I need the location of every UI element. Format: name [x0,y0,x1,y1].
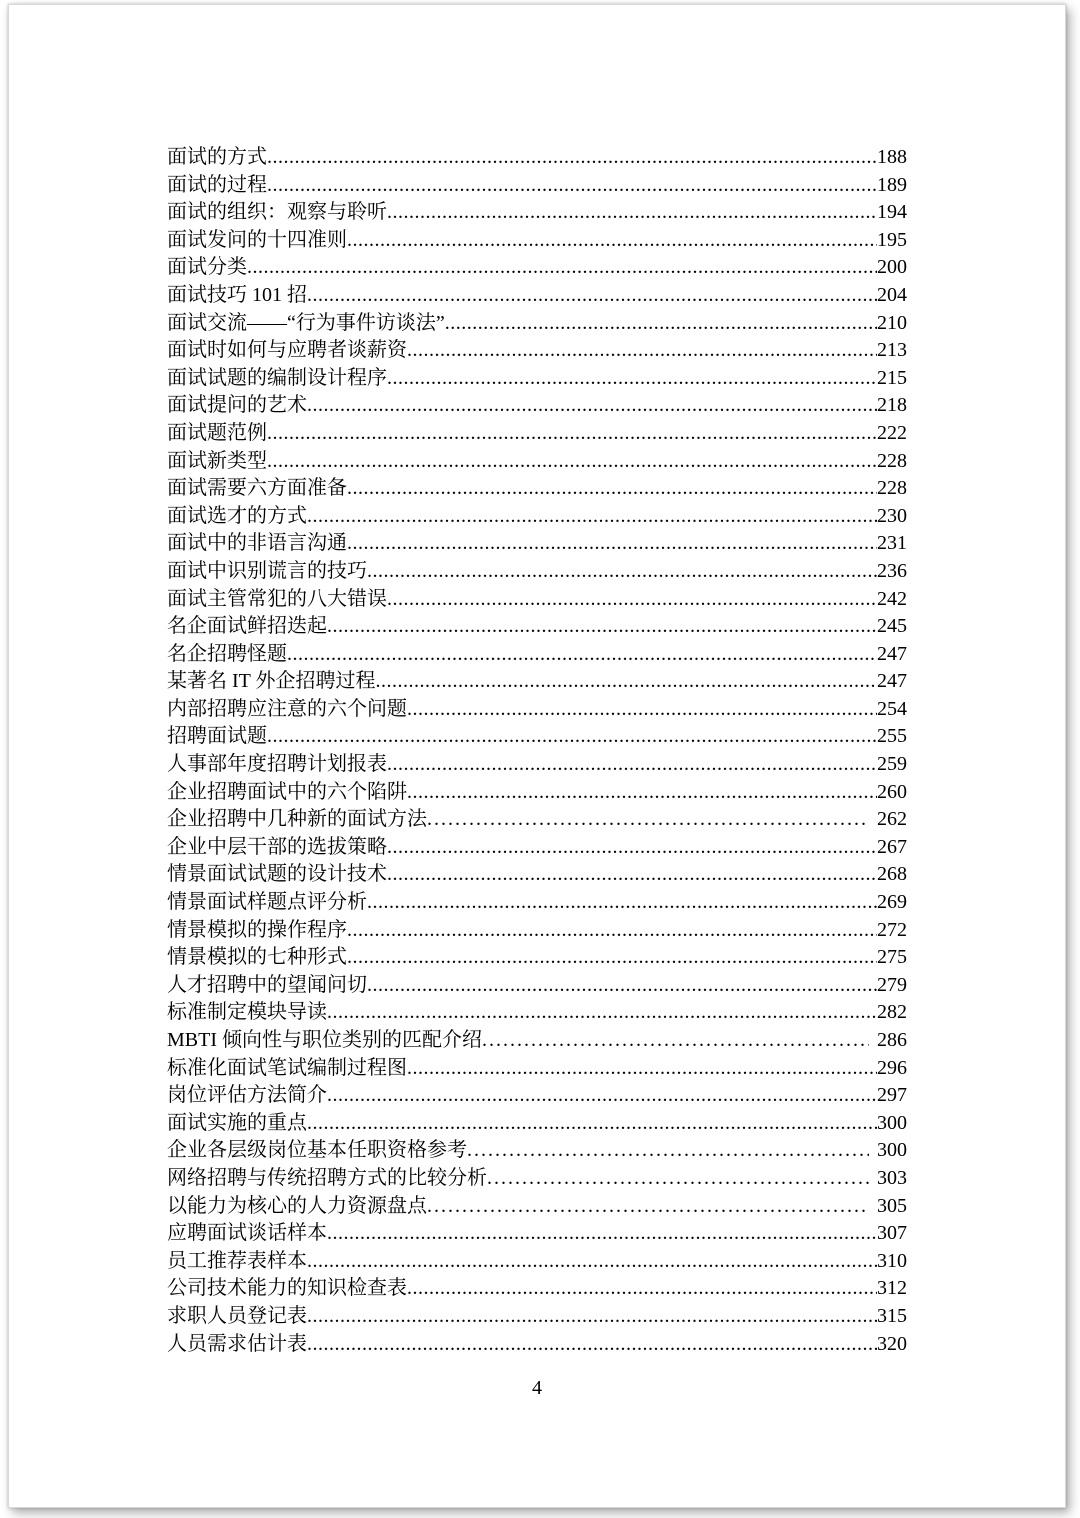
toc-entry-page-number: 259 [877,753,907,776]
dot-leader [427,1193,869,1221]
toc-entry-title: 员工推荐表样本 [167,1249,307,1272]
dot-leader [327,613,877,641]
toc-entry-page-number: 300 [877,1139,907,1162]
toc-entry-title: 面试的方式 [167,146,267,168]
dot-leader [367,889,877,917]
toc-entry-title: 内部招聘应注意的六个问题 [167,697,407,720]
toc-entry-page-number: 262 [877,808,907,831]
dot-leader [407,1275,877,1303]
dot-leader [407,1055,877,1083]
toc-entry-page-number: 195 [877,228,907,251]
toc-entry-title: 标准化面试笔试编制过程图 [167,1056,407,1079]
dot-leader [482,1027,869,1055]
dot-leader [407,337,877,365]
dot-leader [387,199,877,227]
dot-leader [327,999,877,1027]
toc-entry-page-number: 303 [877,1166,907,1189]
toc-entry-title: 面试试题的编制设计程序 [167,366,387,389]
toc-entry-page-number: 300 [877,1111,907,1134]
toc-entry [167,282,907,310]
toc-entry-page-number: 269 [877,891,907,914]
toc-entry-title: 面试实施的重点 [167,1111,307,1134]
toc-entry-page-number: 310 [877,1249,907,1272]
toc-entry-title: 面试的组织：观察与聆听 [167,201,387,224]
toc-entry [167,1110,907,1138]
toc-entry-title: 面试需要六方面准备 [167,477,347,500]
toc-entry-page-number: 282 [877,1001,907,1024]
toc-entry [167,199,907,227]
dot-leader [347,475,877,503]
toc-entry-page-number: 242 [877,587,907,610]
toc-entry-title: 名企招聘怪题 [167,642,287,665]
toc-entry [167,1027,907,1055]
toc-entry-title: 应聘面试谈话样本 [167,1222,327,1245]
dot-leader [307,1110,877,1138]
dot-leader [307,1248,877,1276]
toc-entry-title: 岗位评估方法简介 [167,1084,327,1107]
page-number: 4 [532,1377,542,1399]
document-page [8,4,1066,1508]
toc-entry-page-number: 194 [877,201,907,224]
toc-entry-page-number: 247 [877,670,907,693]
dot-leader [267,448,877,476]
toc-entry [167,861,907,889]
toc-entry-page-number: 272 [877,918,907,941]
toc-entry-title: 招聘面试题 [167,725,267,748]
toc-entry [167,337,907,365]
toc-entry [167,1082,907,1110]
dot-leader [347,227,877,255]
dot-leader [327,1082,877,1110]
dot-leader [407,696,877,724]
toc-entry [167,834,907,862]
dot-leader [307,282,877,310]
dot-leader [367,558,877,586]
toc-entry [167,586,907,614]
toc-list [167,144,907,1358]
toc-entry-title: 面试交流——“行为事件访谈法” [167,311,445,334]
toc-entry [167,254,907,282]
dot-leader [247,254,877,282]
toc-entry [167,558,907,586]
toc-entry [167,613,907,641]
dot-leader [267,420,877,448]
toc-entry [167,475,907,503]
dot-leader [376,668,877,696]
toc-entry-page-number: 312 [877,1277,907,1300]
toc-entry-page-number: 315 [877,1304,907,1327]
toc-entry-page-number: 204 [877,283,907,306]
toc-entry-page-number: 222 [877,421,907,444]
dot-leader [267,172,877,200]
toc-entry [167,448,907,476]
toc-entry-title: 标准制定模块导读 [167,1001,327,1024]
toc-entry-page-number: 189 [877,173,907,196]
toc-entry-page-number: 260 [877,780,907,803]
toc-entry [167,172,907,200]
toc-entry [167,751,907,779]
dot-leader [307,1331,877,1359]
toc-entry-title: 面试中识别谎言的技巧 [167,559,367,582]
toc-entry-title: 企业招聘面试中的六个陷阱 [167,780,407,803]
toc-entry-title: 名企面试鲜招迭起 [167,615,327,638]
dot-leader [387,861,877,889]
toc-entry [167,889,907,917]
dot-leader [347,530,877,558]
toc-entry-page-number: 228 [877,449,907,472]
toc-entry-page-number: 307 [877,1222,907,1245]
toc-entry [167,1248,907,1276]
toc-entry-title: 情景面试样题点评分析 [167,891,367,914]
toc-entry-title: 面试中的非语言沟通 [167,532,347,555]
toc-entry-title: 面试选才的方式 [167,504,307,527]
toc-entry [167,723,907,751]
toc-entry-title: 以能力为核心的人力资源盘点 [167,1194,427,1217]
toc-entry-page-number: 296 [877,1056,907,1079]
toc-entry-title: 求职人员登记表 [167,1304,307,1327]
toc-entry-page-number: 188 [877,146,907,168]
dot-leader [267,144,877,172]
toc-entry [167,806,907,834]
toc-entry [167,917,907,945]
toc-entry-page-number: 213 [877,339,907,362]
toc-entry-title: 面试技巧 101 招 [167,283,307,306]
toc-entry-page-number: 320 [877,1332,907,1355]
toc-entry-title: 情景模拟的七种形式 [167,946,347,969]
toc-entry-page-number: 286 [877,1029,907,1051]
toc-entry-title: MBTI 倾向性与职位类别的匹配介绍 [167,1029,482,1051]
toc-entry-page-number: 218 [877,394,907,417]
toc-entry [167,944,907,972]
toc-entry [167,1331,907,1359]
toc-entry [167,365,907,393]
toc-entry-page-number: 245 [877,615,907,638]
toc-entry [167,972,907,1000]
toc-entry-title: 企业各层级岗位基本任职资格参考 [167,1139,467,1162]
toc-entry [167,641,907,669]
dot-leader [387,751,877,779]
toc-entry [167,668,907,696]
toc-entry-title: 面试发问的十四准则 [167,228,347,251]
toc-entry-page-number: 254 [877,697,907,720]
dot-leader [407,779,877,807]
toc-entry-page-number: 210 [877,311,907,334]
dot-leader [387,586,877,614]
dot-leader [307,392,877,420]
toc-entry [167,503,907,531]
toc-entry [167,392,907,420]
dot-leader [327,1220,877,1248]
toc-entry [167,1275,907,1303]
dot-leader [427,806,869,834]
toc-entry-title: 情景模拟的操作程序 [167,918,347,941]
toc-entry-page-number: 279 [877,973,907,996]
toc-entry-page-number: 255 [877,725,907,748]
toc-entry-title: 某著名 IT 外企招聘过程 [167,670,376,693]
toc-entry-title: 面试分类 [167,256,247,279]
toc-entry [167,999,907,1027]
toc-entry [167,144,907,172]
toc-entry-title: 面试主管常犯的八大错误 [167,587,387,610]
dot-leader [307,503,877,531]
dot-leader [387,834,877,862]
toc-entry-page-number: 215 [877,366,907,389]
toc-entry [167,310,907,338]
toc-entry-title: 情景面试试题的设计技术 [167,863,387,886]
toc-entry-page-number: 297 [877,1084,907,1107]
toc-entry-title: 企业招聘中几种新的面试方法 [167,808,427,831]
dot-leader [287,641,877,669]
toc-entry-title: 网络招聘与传统招聘方式的比较分析 [167,1166,487,1189]
toc-entry [167,779,907,807]
toc-entry [167,227,907,255]
dot-leader [387,365,877,393]
toc-entry-page-number: 231 [877,532,907,555]
toc-entry-page-number: 305 [877,1194,907,1217]
toc-entry-page-number: 275 [877,946,907,969]
toc-entry [167,1193,907,1221]
toc-entry-page-number: 200 [877,256,907,279]
toc-entry-page-number: 236 [877,559,907,582]
dot-leader [367,972,877,1000]
toc-entry-page-number: 230 [877,504,907,527]
toc-entry [167,696,907,724]
toc-entry [167,1303,907,1331]
dot-leader [487,1165,869,1193]
toc-entry [167,1137,907,1165]
toc-entry-page-number: 268 [877,863,907,886]
dot-leader [347,917,877,945]
toc-entry-title: 人才招聘中的望闻问切 [167,973,367,996]
toc-entry [167,1220,907,1248]
toc-entry-title: 人员需求估计表 [167,1332,307,1355]
toc-entry-title: 面试时如何与应聘者谈薪资 [167,339,407,362]
dot-leader [267,723,877,751]
toc-entry [167,530,907,558]
toc-entry-title: 企业中层干部的选拔策略 [167,835,387,858]
toc-entry-title: 公司技术能力的知识检查表 [167,1277,407,1300]
toc-entry-page-number: 267 [877,835,907,858]
toc-entry-title: 面试提问的艺术 [167,394,307,417]
toc-entry-title: 面试题范例 [167,421,267,444]
toc-entry [167,1165,907,1193]
toc-entry-page-number: 247 [877,642,907,665]
toc-entry-title: 人事部年度招聘计划报表 [167,753,387,776]
dot-leader [445,310,877,338]
toc-entry [167,1055,907,1083]
toc-entry-title: 面试新类型 [167,449,267,472]
dot-leader [347,944,877,972]
toc-entry [167,420,907,448]
dot-leader [307,1303,877,1331]
toc-entry-page-number: 228 [877,477,907,500]
dot-leader [467,1137,869,1165]
toc-entry-title: 面试的过程 [167,173,267,196]
